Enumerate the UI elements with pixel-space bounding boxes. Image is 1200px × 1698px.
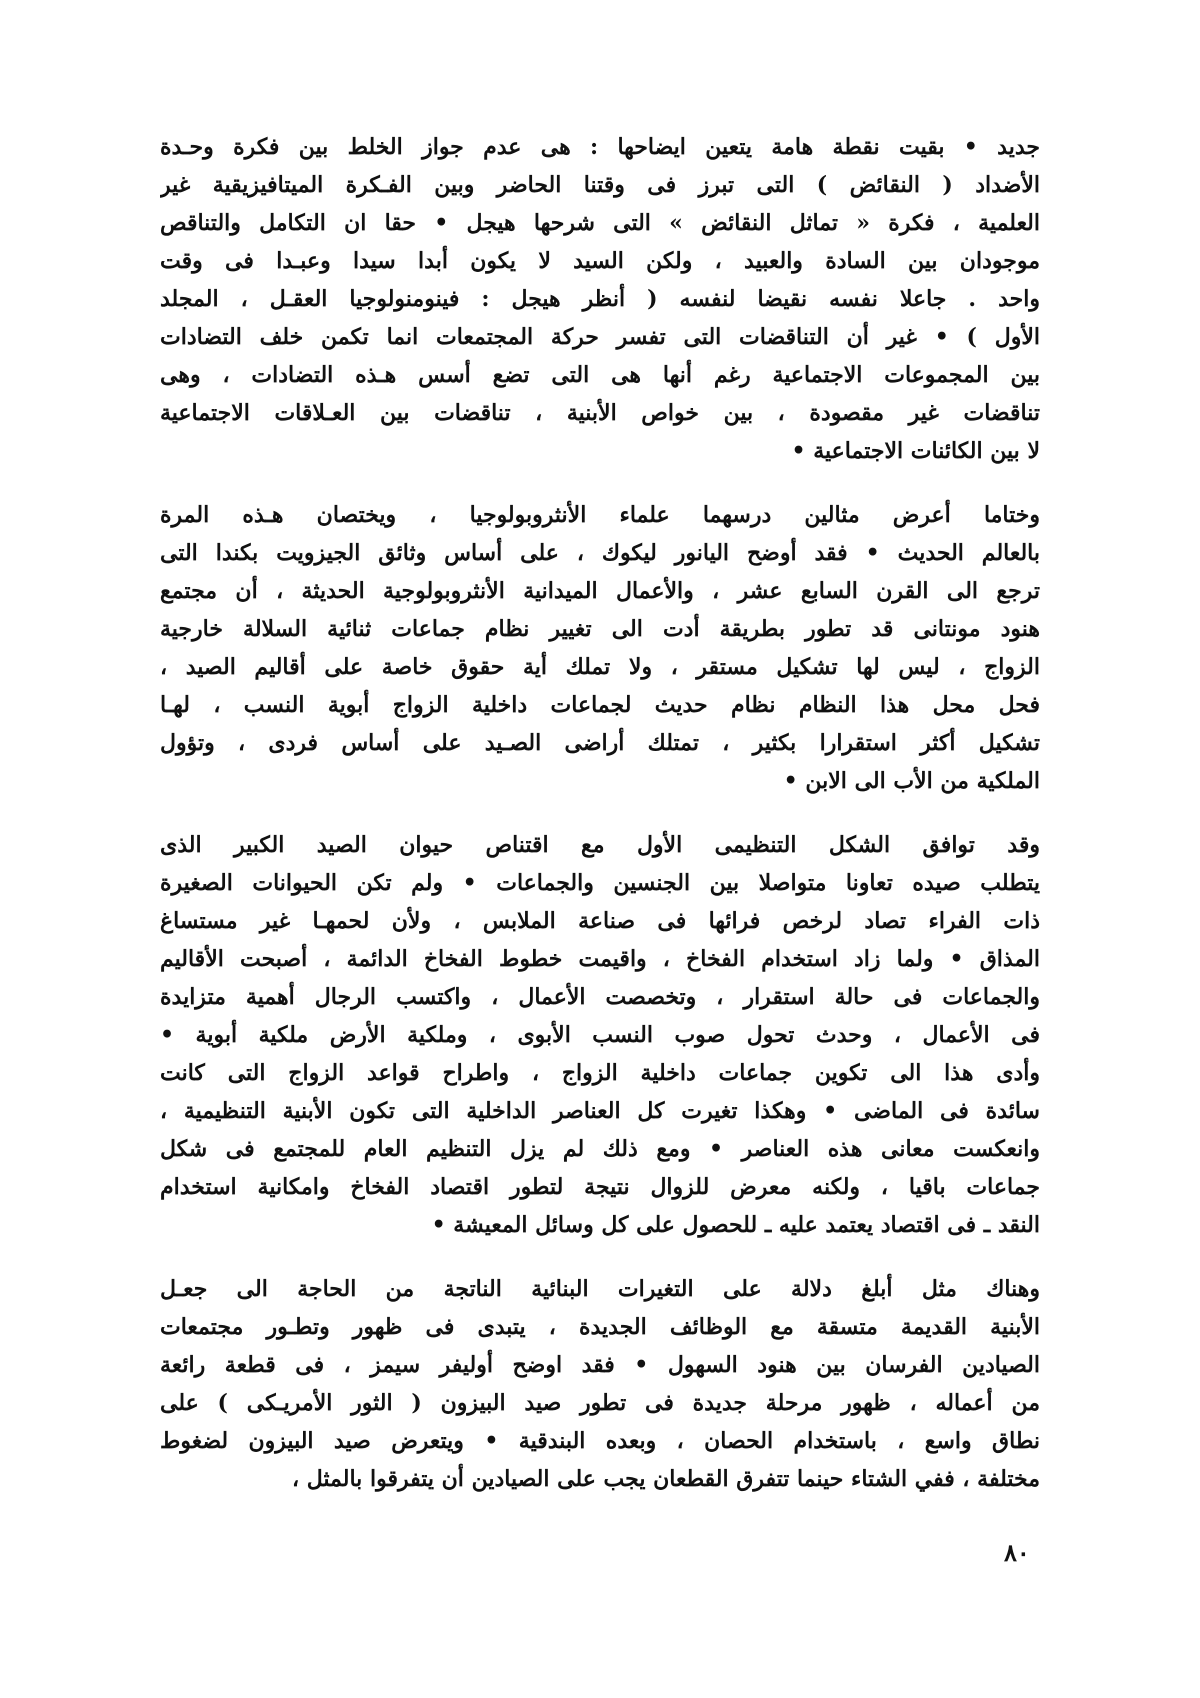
text-line: فحل محل هذا النظام نظام حديث لجماعات داخلية الزواج أبوية النسب ، لهـا [160,692,1040,718]
text-line: وختاما أعرض مثالين درسهما علماء الأنثروبولوجيا ، ويختصان هـذه المرة [160,502,1040,528]
text-line: وأدى هذا الى تكوين جماعات داخلية الزواج ، واطراح قواعد الزواج التى كانت [160,1060,1040,1086]
text-line: ترجع الى القرن السابع عشر ، والأعمال الميدانية الأنثروبولوجية الحديثة ، أن مجتمع [160,578,1040,604]
paragraph [160,496,1040,800]
page-number: ٨٠ [1004,1538,1030,1567]
text-line: تناقضات غير مقصودة ، بين خواص الأبنية ، تناقضات بين العـلاقات الاجتماعية [160,400,1040,426]
text-line: من أعماله ، ظهور مرحلة جديدة فى تطور صيد البيزون ( الثور الأمريـكى ) على [160,1390,1040,1416]
text-line: العلمية ، فكرة « تماثل النقائض » التى شرحها هيجل • حقا ان التكامل والتناقص [160,210,1040,236]
text-line: نطاق واسع ، باستخدام الحصان ، وبعده البندقية • ويتعرض صيد البيزون لضغوط [160,1428,1040,1454]
text-line: الأضداد ( النقائض ) التى تبرز فى وقتنا الحاضر وبين الفـكرة الميتافيزيقية غير [160,172,1040,198]
text-line: وانعكست معانى هذه العناصر • ومع ذلك لم يزل التنظيم العام للمجتمع فى شكل [160,1136,1040,1162]
text-line: هنود مونتانى قد تطور بطريقة أدت الى تغيير نظام جماعات ثنائية السلالة خارجية [160,616,1040,642]
text-line: الصيادين الفرسان بين هنود السهول • فقد اوضح أوليفر سيمز ، فى قطعة رائعة [160,1352,1040,1378]
paragraph [160,826,1040,1244]
text-line: واحد . جاعلا نفسه نقيضا لنفسه ( أنظر هيجل : فينومنولوجيا العقـل ، المجلد [160,286,1040,312]
text-line: بالعالم الحديث • فقد أوضح اليانور ليكوك ، على أساس وثائق الجيزويت بكندا التى [160,540,1040,566]
text-line: جماعات باقيا ، ولكنه معرض للزوال نتيجة لتطور اقتصاد الفخاخ وامكانية استخدام [160,1174,1040,1200]
paragraph [160,1270,1040,1498]
text-line: وهناك مثل أبلغ دلالة على التغيرات البنائية الناتجة من الحاجة الى جعـل [160,1276,1040,1302]
text-line: فى الأعمال ، وحدث تحول صوب النسب الأبوى ، وملكية الأرض ملكية أبوية • [160,1022,1040,1048]
text-line: تشكيل أكثر استقرارا بكثير ، تمتلك أراضى الصـيد على أساس فردى ، وتؤول [160,730,1040,756]
text-line: ذات الفراء تصاد لرخص فرائها فى صناعة الملابس ، ولأن لحمهـا غير مستساغ [160,908,1040,934]
text-line: النقد ـ فى اقتصاد يعتمد عليه ـ للحصول على كل وسائل المعيشة • [431,1212,1040,1238]
text-line: جديد • بقيت نقطة هامة يتعين ايضاحها : هى عدم جواز الخلط بين فكرة وحـدة [160,134,1040,160]
text-line: وقد توافق الشكل التنظيمى الأول مع اقتناص حيوان الصيد الكبير الذى [160,832,1040,858]
text-line: سائدة فى الماضى • وهكذا تغيرت كل العناصر الداخلية التى تكون الأبنية التنظيمية ، [160,1098,1040,1124]
text-line: الأول ) • غير أن التناقضات التى تفسر حركة المجتمعات انما تكمن خلف التضادات [160,324,1040,350]
text-line: والجماعات فى حالة استقرار ، وتخصصت الأعمال ، واكتسب الرجال أهمية متزايدة [160,984,1040,1010]
text-line: موجودان بين السادة والعبيد ، ولكن السيد لا يكون أبدا سيدا وعبـدا فى وقت [160,248,1040,274]
text-line: المذاق • ولما زاد استخدام الفخاخ ، واقيمت خطوط الفخاخ الدائمة ، أصبحت الأقاليم [160,946,1040,972]
text-line: الملكية من الأب الى الابن • [783,768,1040,794]
paragraph [160,128,1040,470]
text-line: يتطلب صيده تعاونا متواصلا بين الجنسين والجماعات • ولم تكن الحيوانات الصغيرة [160,870,1040,896]
text-line: مختلفة ، ففي الشتاء حينما تتفرق القطعان يجب على الصيادين أن يتفرقوا بالمثل ، [292,1466,1040,1492]
text-line: الأبنية القديمة متسقة مع الوظائف الجديدة ، يتبدى فى ظهور وتطـور مجتمعات [160,1314,1040,1340]
text-line: لا بين الكائنات الاجتماعية • [791,438,1040,464]
body-text [160,128,1040,1524]
text-line: بين المجموعات الاجتماعية رغم أنها هى التى تضع أسس هـذه التضادات ، وهى [160,362,1040,388]
text-line: الزواج ، ليس لها تشكيل مستقر ، ولا تملك أية حقوق خاصة على أقاليم الصيد ، [160,654,1040,680]
